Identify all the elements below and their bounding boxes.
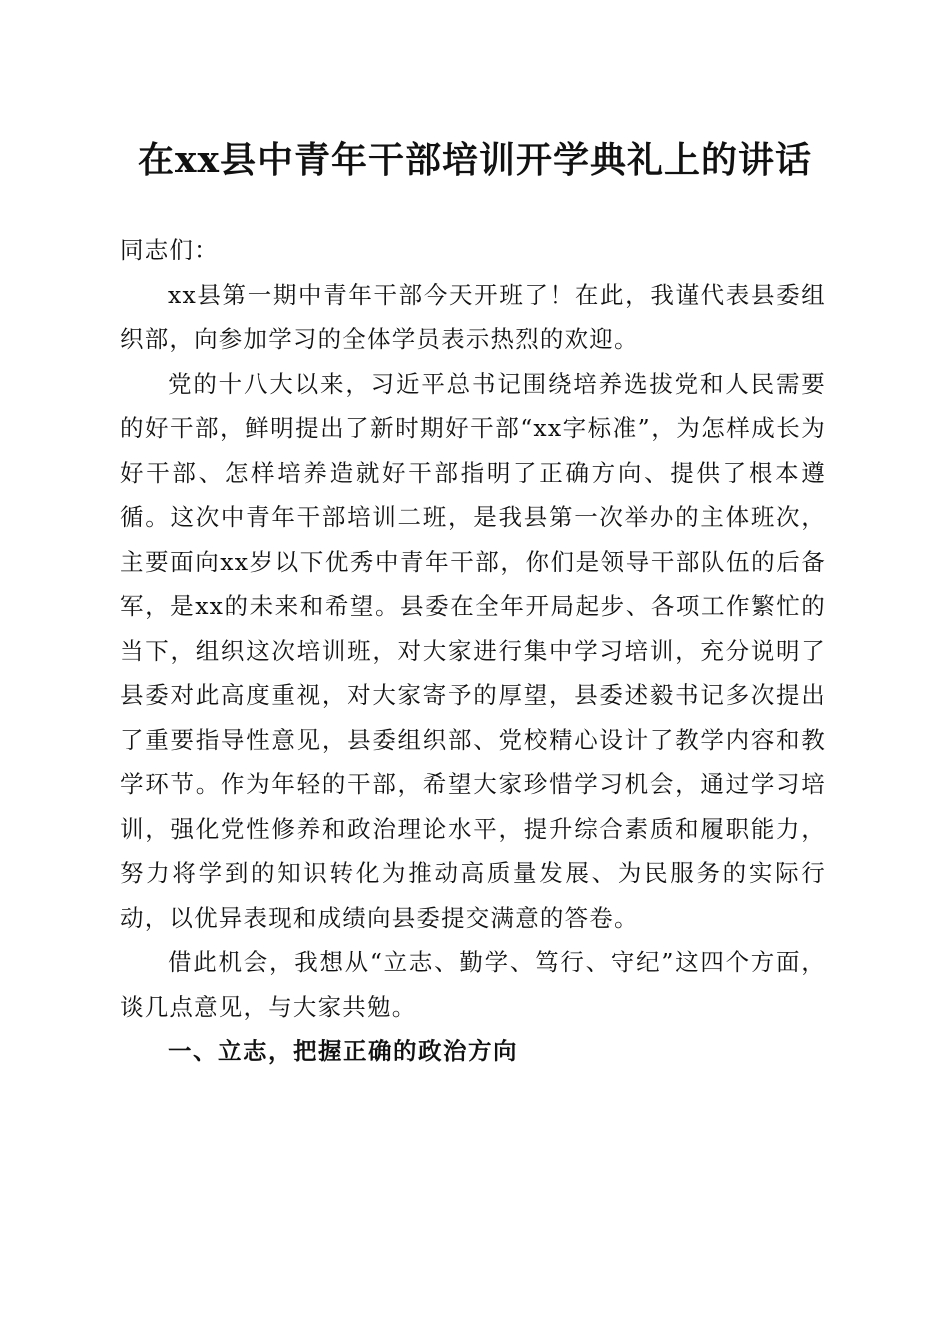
salutation: 同志们： (120, 236, 219, 264)
document-title: 在xx县中青年干部培训开学典礼上的讲话 (138, 139, 812, 181)
paragraph-welcome: xx县第一期中青年干部今天开班了！在此，我谨代表县委组织部，向参加学习的全体学员表示热烈的欢迎。 (120, 280, 826, 353)
paragraph-outline: 借此机会，我想从“立志、勤学、笃行、守纪”这四个方面，谈几点意见，与大家共勉。 (120, 948, 826, 1021)
paragraph-background: 党的十八大以来，习近平总书记围绕培养选拔党和人民需要的好干部，鲜明提出了新时期好干部“xx字标准”，为怎样成长为好干部、怎样培养造就好干部指明了正确方向、提供了根本遵循。这次中青年干部培训二班，是我县第一次举办的主体班次，主要面向xx岁以下优秀中青年干部，你们是领导干部队伍的后备军，是xx的未来和希望。县委在全年开局起步、各项工作繁忙的当下，组织这次培训班，对大家进行集中学习培训，充分说明了县委对此高度重视，对大家寄予的厚望，县委述毅书记多次提出了重要指导性意见，县委组织部、党校精心设计了教学内容和教学环节。作为年轻的干部，希望大家珍惜学习机会，通过学习培训，强化党性修养和政治理论水平，提升综合素质和履职能力，努力将学到的知识转化为推动高质量发展、为民服务的实际行动，以优异表现和成绩向县委提交满意的答卷。 (120, 369, 826, 932)
section-heading: 一、立志，把握正确的政治方向 (168, 1037, 518, 1065)
document-body (120, 228, 826, 1074)
